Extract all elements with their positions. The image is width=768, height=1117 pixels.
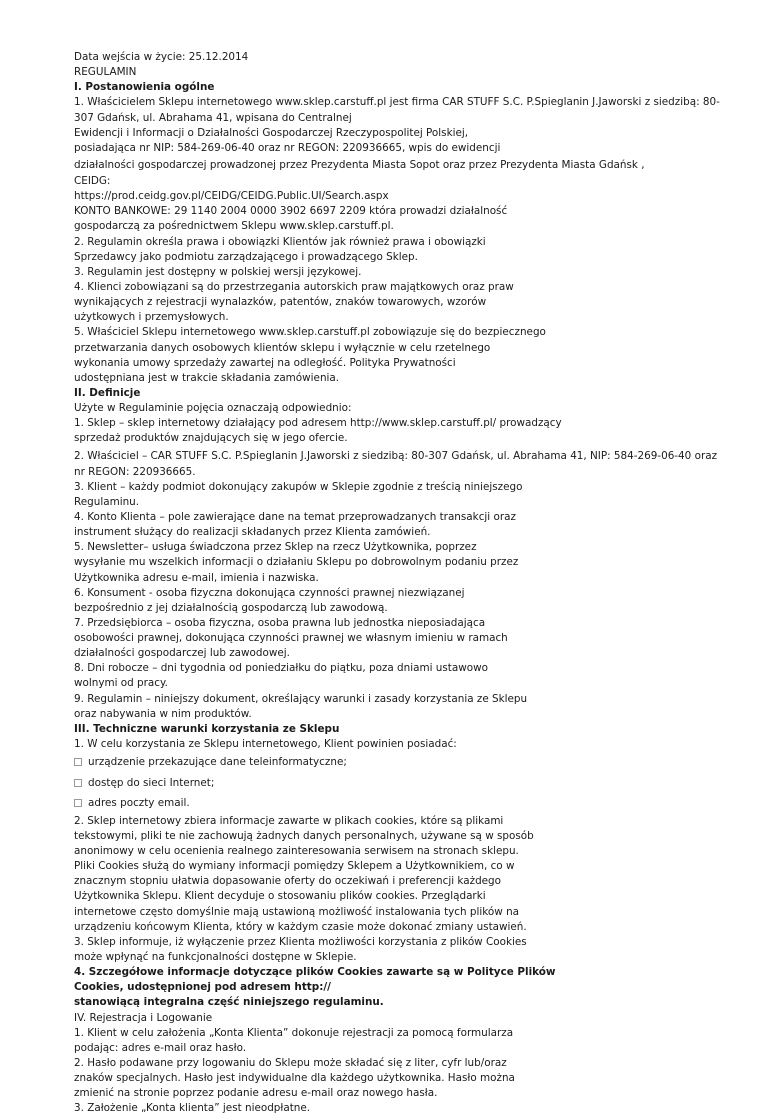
section-heading (74, 995, 714, 1010)
line-text: adres poczty email. (88, 797, 190, 810)
text-line (74, 235, 714, 250)
line-text: oraz nabywania w nim produktów. (74, 707, 252, 720)
text-line (74, 814, 714, 829)
line-text: 1. W celu korzystania ze Sklepu internetowego, Klient powinien posiadać: (74, 738, 457, 751)
section-heading (74, 80, 714, 95)
line-text: stanowiącą integralna część niniejszego regulaminu. (74, 996, 384, 1009)
text-line (74, 189, 714, 204)
line-text: gospodarczą za pośrednictwem Sklepu www.sklep.carstuff.pl. (74, 220, 394, 233)
text-line (74, 555, 714, 570)
line-text: 8. Dni robocze – dni tygodnia od poniedziałku do piątku, poza dniami ustawowo (74, 662, 488, 675)
line-text: 5. Newsletter– usługa świadczona przez Sklep na rzecz Użytkownika, poprzez (74, 541, 477, 554)
section-heading (74, 980, 714, 995)
document-body (74, 50, 720, 1117)
line-text: IV. Rejestracja i Logowanie (74, 1011, 213, 1024)
text-line (74, 631, 714, 646)
text-line (74, 325, 714, 340)
line-text: 2. Właściciel – CAR STUFF S.C. P.Spieglanin J.Jaworski z siedzibą: 80-307 Gdańsk, ul. Abrahama 41, NIP: 584-269-06-40 oraz (74, 449, 718, 462)
text-line (74, 1011, 714, 1026)
line-text: użytkowych i przemysłowych. (74, 311, 229, 324)
text-line (74, 859, 714, 874)
text-line (74, 431, 714, 446)
text-line (74, 219, 714, 234)
line-text: Ewidencji i Informacji o Działalności Gospodarczej Rzeczypospolitej Polskiej, (74, 126, 469, 139)
text-line (74, 265, 714, 280)
line-text: 2. Regulamin określa prawa i obowiązki Klientów jak również prawa i obowiązki (74, 235, 486, 248)
line-text: 1. Klient w celu założenia „Konta Klienta” dokonuje rejestracji za pomocą formularza (74, 1026, 514, 1039)
line-text: 307 Gdańsk, ul. Abrahama 41, wpisana do Centralnej (74, 111, 352, 124)
line-text: 9. Regulamin – niniejszy dokument, określający warunki i zasady korzystania ze Sklepu (74, 692, 528, 705)
line-text: 2. Hasło podawane przy logowaniu do Sklepu może składać się z liter, cyfr lub/oraz (74, 1056, 507, 1069)
line-text: 4. Szczegółowe informacje dotyczące plików Cookies zawarte są w Polityce Plików (74, 966, 556, 979)
line-text: sprzedaż produktów znajdujących się w jego ofercie. (74, 432, 348, 445)
text-line (74, 50, 714, 65)
text-line (74, 280, 714, 295)
text-line (74, 1041, 714, 1056)
text-line (74, 447, 718, 465)
line-text: osobowości prawnej, dokonująca czynności prawnej we własnym imieniu w ramach (74, 632, 508, 645)
line-text: Cookies, udostępnionej pod adresem http:// (74, 981, 331, 994)
text-line (74, 540, 714, 555)
text-line (74, 1026, 714, 1041)
text-line (74, 707, 714, 722)
line-text: wynikających z rejestracji wynalazków, patentów, znaków towarowych, wzorów (74, 296, 487, 309)
line-text: wysyłanie mu wszelkich informacji o działaniu Sklepu po dobrowolnym podaniu przez (74, 556, 519, 569)
line-text: 3. Sklep informuje, iż wyłączenie przez Klienta możliwości korzystania z plików Cookies (74, 935, 527, 948)
line-text: działalności gospodarczej prowadzonej przez Prezydenta Miasta Sopot oraz przez Prezydenta Miasta Gdańsk , (74, 158, 645, 171)
section-heading (74, 386, 714, 401)
line-text: wolnymi od pracy. (74, 677, 168, 690)
line-text: 4. Klienci zobowiązani są do przestrzegania autorskich praw majątkowych oraz praw (74, 280, 514, 293)
text-line (74, 174, 714, 189)
text-line (74, 661, 714, 676)
text-line (74, 341, 714, 356)
text-line (74, 676, 714, 691)
line-text: 6. Konsument - osoba fizyczna dokonująca czynności prawnej niezwiązanej (74, 586, 465, 599)
text-line (74, 905, 714, 920)
list-item (74, 752, 714, 773)
line-text: znaków specjalnych. Hasło jest indywidualne dla każdego użytkownika. Hasło można (74, 1072, 515, 1085)
line-text: REGULAMIN (74, 66, 137, 79)
text-line (74, 204, 714, 219)
line-text: III. Techniczne warunki korzystania ze Sklepu (74, 722, 340, 735)
line-text: udostępniana jest w trakcie składania zamówienia. (74, 371, 340, 384)
text-line (74, 295, 714, 310)
text-line (74, 692, 714, 707)
section-heading (74, 722, 714, 737)
text-line (74, 356, 714, 371)
line-text: Użyte w Regulaminie pojęcia oznaczają odpowiednio: (74, 402, 352, 415)
line-text: 7. Przedsiębiorca – osoba fizyczna, osoba prawna lub jednostka nieposiadająca (74, 616, 486, 629)
checkbox-bullet-icon (74, 779, 82, 787)
text-line (74, 950, 714, 965)
line-text: posiadająca nr NIP: 584-269-06-40 oraz nr REGON: 220936665, wpis do ewidencji (74, 141, 501, 154)
line-text: 3. Klient – każdy podmiot dokonujący zakupów w Sklepie zgodnie z treścią niniejszego (74, 480, 523, 493)
text-line (74, 371, 714, 386)
line-text: urządzeniu końcowym Klienta, który w każdym czasie może dokonać zmiany ustawień. (74, 920, 527, 933)
line-text: I. Postanowienia ogólne (74, 81, 215, 94)
line-text: urządzenie przekazujące dane teleinformatyczne; (88, 756, 347, 769)
text-line (74, 480, 714, 495)
line-text: 3. Regulamin jest dostępny w polskiej wersji językowej. (74, 265, 362, 278)
text-line (74, 465, 714, 480)
text-line (74, 646, 714, 661)
text-line (74, 920, 714, 935)
checkbox-bullet-icon (74, 799, 82, 807)
list-item (74, 773, 714, 794)
text-line (74, 126, 714, 141)
text-line (74, 829, 714, 844)
line-text: KONTO BANKOWE: 29 1140 2004 0000 3902 6697 2209 która prowadzi działalność (74, 205, 508, 218)
line-text: Pliki Cookies służą do wymiany informacji pomiędzy Sklepem a Użytkownikiem, co w (74, 860, 515, 873)
line-text: 4. Konto Klienta – pole zawierające dane na temat przeprowadzanych transakcji oraz (74, 510, 516, 523)
text-line (74, 874, 714, 889)
line-text: Użytkownika Sklepu. Klient decyduje o stosowaniu plików cookies. Przeglądarki (74, 890, 486, 903)
text-line (74, 1101, 714, 1116)
line-text: 3. Założenie „Konta klienta” jest nieodpłatne. (74, 1102, 311, 1115)
text-line (74, 935, 714, 950)
line-text: 2. Sklep internetowy zbiera informacje zawarte w plikach cookies, które są plikami (74, 814, 504, 827)
text-line (74, 586, 714, 601)
line-text: https://prod.ceidg.gov.pl/CEIDG/CEIDG.Public.UI/Search.aspx (74, 190, 389, 203)
text-line (74, 401, 714, 416)
line-text: bezpośrednio z jej działalnością gospodarczą lub zawodową. (74, 601, 388, 614)
line-text: wykonania umowy sprzedaży zawartej na odległość. Polityka Prywatności (74, 356, 456, 369)
line-text: Regulaminu. (74, 495, 140, 508)
section-heading (74, 965, 714, 980)
line-text: II. Definicje (74, 386, 141, 399)
text-line (74, 510, 714, 525)
line-text: 1. Właścicielem Sklepu internetowego www.sklep.carstuff.pl jest firma CAR STUFF S.C. P.Spieglanin J.Jaworski z siedzibą: 80- (74, 96, 720, 109)
text-line (74, 141, 714, 156)
line-text: 5. Właściciel Sklepu internetowego www.sklep.carstuff.pl zobowiązuje się do bezpiecznego (74, 326, 546, 339)
line-text: dostęp do sieci Internet; (88, 776, 215, 789)
text-line (74, 844, 714, 859)
line-text: może wpłynąć na funkcjonalności dostępne w Sklepie. (74, 950, 357, 963)
line-text: tekstowymi, pliki te nie zachowują żadnych danych personalnych, używane są w sposób (74, 829, 534, 842)
text-line (74, 65, 714, 80)
line-text: zmienić na stronie poprzez podanie adresu e-mail oraz nowego hasła. (74, 1087, 438, 1100)
text-line (74, 737, 714, 752)
line-text: CEIDG: (74, 174, 111, 187)
text-line (74, 601, 714, 616)
text-line (74, 571, 714, 586)
list-item (74, 793, 714, 814)
line-text: przetwarzania danych osobowych klientów sklepu i wyłącznie w celu rzetelnego (74, 341, 491, 354)
line-text: internetowe często domyślnie mają ustawioną możliwość instalowania tych plików na (74, 905, 520, 918)
text-line (74, 95, 720, 110)
text-line (74, 525, 714, 540)
text-line (74, 111, 714, 126)
text-line (74, 156, 714, 174)
text-line (74, 310, 714, 325)
text-line (74, 416, 714, 431)
line-text: Sprzedawcy jako podmiotu zarządzającego i prowadzącego Sklep. (74, 250, 418, 263)
text-line (74, 889, 714, 904)
checkbox-bullet-icon (74, 758, 82, 766)
line-text: Data wejścia w życie: 25.12.2014 (74, 51, 249, 63)
line-text: Użytkownika adresu e-mail, imienia i nazwiska. (74, 571, 319, 584)
line-text: działalności gospodarczej lub zawodowej. (74, 647, 290, 660)
text-line (74, 250, 714, 265)
line-text: znacznym stopniu ułatwia dopasowanie oferty do oczekiwań i preferencji każdego (74, 875, 502, 888)
line-text: anonimowy w celu ocenienia realnego zainteresowania serwisem na stronach sklepu. (74, 844, 519, 857)
text-line (74, 616, 714, 631)
text-line (74, 1086, 714, 1101)
line-text: nr REGON: 220936665. (74, 465, 196, 478)
line-text: podając: adres e-mail oraz hasło. (74, 1041, 247, 1054)
text-line (74, 1071, 714, 1086)
line-text: instrument służący do realizacji składanych przez Klienta zamówień. (74, 526, 431, 539)
text-line (74, 1056, 714, 1071)
text-line (74, 495, 714, 510)
line-text: 1. Sklep – sklep internetowy działający pod adresem http://www.sklep.carstuff.pl/ prowadzący (74, 417, 562, 430)
